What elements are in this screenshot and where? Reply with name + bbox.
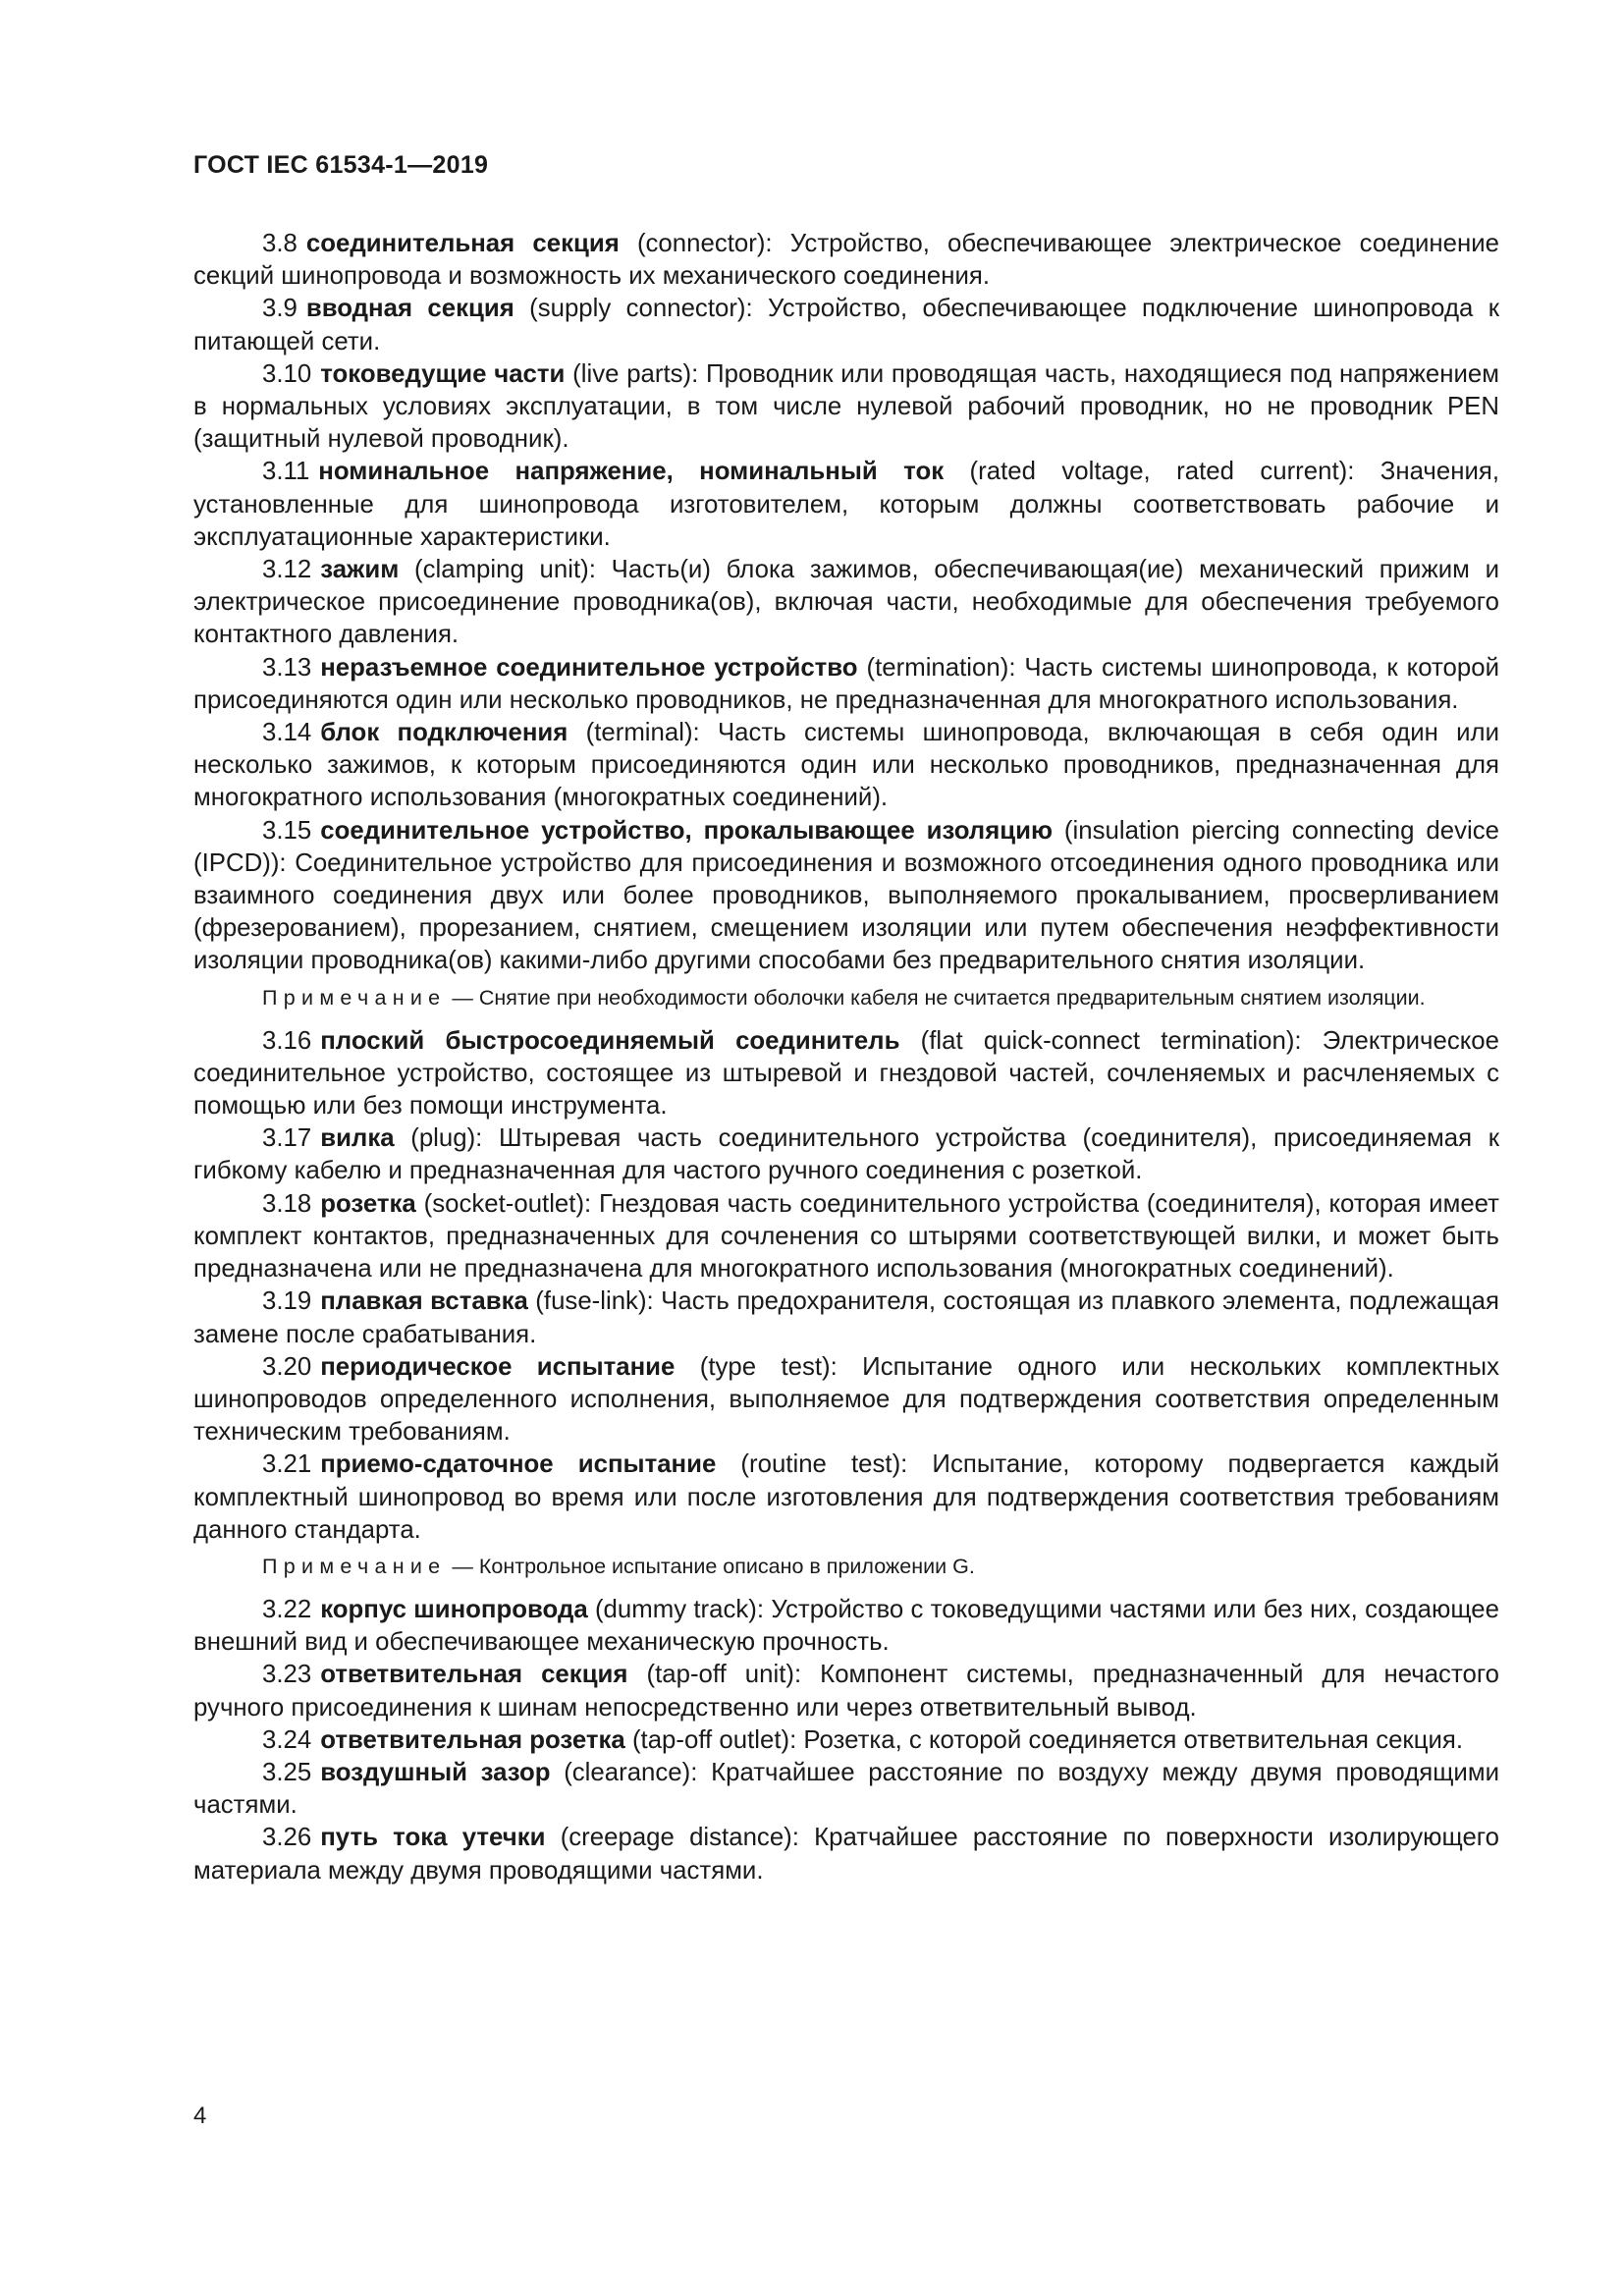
standard-designation: ГОСТ IEC 61534-1—2019 xyxy=(193,151,489,179)
term-number: 3.23 xyxy=(262,1661,312,1689)
term-definition xyxy=(193,358,1499,457)
term-definition xyxy=(193,815,1499,978)
term-definition xyxy=(193,717,1499,815)
term-number: 3.12 xyxy=(262,556,312,584)
term-text: (creepage distance): Кратчайшее расстояние по поверхности изолирующего материала между двумя проводящими частями. xyxy=(193,1824,1499,1885)
term-text: (routine test): Испытание, которому подвергается каждый комплектный шинопровод во время или после изготовления для подтверждения соответствия требованиям данного стандарта. xyxy=(193,1450,1499,1544)
term-number: 3.16 xyxy=(262,1026,312,1055)
term-name: блок подключения xyxy=(320,719,568,747)
term-name: соединительная секция xyxy=(305,230,620,257)
term-name: плавкая вставка xyxy=(320,1287,528,1316)
page-number: 4 xyxy=(193,2103,207,2129)
term-text: (flat quick-connect termination): Электрическое соединительное устройство, состоящее из штыревой и гнездовой частей, сочленяемых и расчленяемых с помощью или без помощи инструмента. xyxy=(193,1026,1499,1121)
term-name: зажим xyxy=(320,556,400,584)
term-number: 3.19 xyxy=(262,1287,312,1316)
term-text: (clamping unit): Часть(и) блока зажимов, обеспечивающая(ие) механический прижим и электрическое присоединение проводника(ов), включая части, необходимые для обеспечения требуемого контактного давления. xyxy=(193,556,1499,649)
term-number: 3.17 xyxy=(262,1124,312,1153)
term-definition xyxy=(193,1659,1499,1723)
term-number: 3.18 xyxy=(262,1189,312,1218)
term-definition xyxy=(193,554,1499,652)
term-text: (insulation piercing connecting device (IPCD)): Соединительное устройство для присоединения и возможного отсоединения одного проводника или взаимного соединения двух или более проводников, выполняемого прокалыванием, просверливанием (фрезерованием), прорезанием, снятием, смещением изоляции или путем обеспечения неэффективности изоляции проводника(ов) какими-либо другими способами без предварительного снятия изоляции. xyxy=(193,816,1499,975)
term-name: вилка xyxy=(320,1124,395,1153)
term-text: (dummy track): Устройство с токоведущими частями или без них, создающее внешний вид и обеспечивающее механическую прочность. xyxy=(193,1595,1499,1657)
term-number: 3.25 xyxy=(262,1758,312,1786)
term-name: корпус шинопровода xyxy=(320,1595,588,1623)
term-name: соединительное устройство, прокалывающее изоляцию xyxy=(320,816,1053,845)
term-definition xyxy=(193,1594,1499,1659)
term-number: 3.11 xyxy=(262,458,310,486)
term-text: (plug): Штыревая часть соединительного устройства (соединителя), присоединяемая к гибкому кабелю и предназначенная для частого ручного соединения с розеткой. xyxy=(193,1124,1499,1185)
term-number: 3.22 xyxy=(262,1595,312,1623)
term-text: (terminal): Часть системы шинопровода, включающая в себя один или несколько зажимов, к которым присоединяются один или несколько проводников, предназначенная для многократного использования (многократных соединений). xyxy=(193,719,1500,812)
term-number: 3.26 xyxy=(262,1824,312,1852)
note-label: Примечание xyxy=(262,1554,447,1578)
term-definition xyxy=(193,1757,1499,1822)
term-number: 3.21 xyxy=(262,1450,312,1479)
term-number: 3.13 xyxy=(262,653,312,682)
term-name: ответвительная секция xyxy=(320,1661,628,1689)
term-name: розетка xyxy=(320,1189,416,1218)
terms-section xyxy=(193,228,1499,1887)
term-number: 3.15 xyxy=(262,816,312,845)
term-definition xyxy=(193,1122,1499,1187)
term-definition xyxy=(193,652,1499,717)
term-text: (supply connector): Устройство, обеспечивающее подключение шинопровода к питающей сети. xyxy=(193,295,1499,355)
term-name: вводная секция xyxy=(305,295,514,323)
note-text: — Снятие при необходимости оболочки кабеля не считается предварительным снятием изоляции. xyxy=(446,985,1426,1010)
term-text: (termination): Часть системы шинопровода, к которой присоединяются один или несколько проводников, не предназначенная для многократного использования. xyxy=(193,653,1499,714)
term-definition xyxy=(193,293,1499,357)
term-number: 3.14 xyxy=(262,719,312,747)
term-name: периодическое испытание xyxy=(320,1352,676,1381)
term-text: (live parts): Проводник или проводящая часть, находящиеся под напряжением в нормальных условиях эксплуатации, в том числе нулевой рабочий проводник, но не проводник PEN (защитный нулевой проводник). xyxy=(193,359,1499,454)
note xyxy=(193,1552,1499,1582)
term-definition xyxy=(193,1285,1499,1350)
term-number: 3.8 xyxy=(262,230,298,257)
term-name: воздушный зазор xyxy=(320,1758,551,1786)
term-definition xyxy=(193,456,1499,554)
term-name: токоведущие части xyxy=(320,359,566,388)
term-text: (rated voltage, rated current): Значения, установленные для шинопровода изготовителем, которым должны соответствовать рабочие и эксплуатационные характеристики. xyxy=(193,458,1499,551)
term-text: (tap-off outlet): Розетка, с которой соединяется ответвительная секция. xyxy=(624,1725,1464,1754)
term-definition xyxy=(193,1188,1499,1286)
term-text: (fuse-link): Часть предохранителя, состоящая из плавкого элемента, подлежащая замене после срабатывания. xyxy=(193,1287,1499,1348)
term-number: 3.10 xyxy=(262,359,312,388)
term-text: (clearance): Кратчайшее расстояние по воздуху между двумя проводящими частями. xyxy=(193,1758,1499,1820)
term-number: 3.9 xyxy=(262,295,298,323)
term-name: ответвительная розетка xyxy=(320,1725,625,1754)
term-definition xyxy=(193,1025,1499,1123)
term-number: 3.24 xyxy=(262,1725,312,1754)
term-definition xyxy=(193,1449,1499,1547)
term-definition xyxy=(193,1351,1499,1449)
term-name: плоский быстросоединяемый соединитель xyxy=(320,1026,900,1055)
term-text: (socket-outlet): Гнездовая часть соединительного устройства (соединителя), которая имеет комплект контактов, предназначенных для сочленения со штырями соответствующей вилки, и может быть предназначена или не предназначена для многократного использования (многократных соединений). xyxy=(193,1189,1499,1284)
note xyxy=(193,983,1499,1013)
note-label: Примечание xyxy=(262,985,447,1010)
term-definition xyxy=(193,1822,1499,1886)
term-name: номинальное напряжение, номинальный ток xyxy=(318,458,945,486)
term-text: (type test): Испытание одного или нескольких комплектных шинопроводов определенного исполнения, выполняемое для подтверждения соответствия определенным техническим требованиям. xyxy=(193,1352,1499,1447)
term-name: неразъемное соединительное устройство xyxy=(320,653,858,682)
term-definition xyxy=(193,1724,1499,1757)
term-name: путь тока утечки xyxy=(320,1824,546,1852)
term-text: (tap-off unit): Компонент системы, предназначенный для нечастого ручного присоединения к шинам непосредственно или через ответвительный вывод. xyxy=(193,1661,1500,1722)
term-number: 3.20 xyxy=(262,1352,312,1381)
term-definition xyxy=(193,228,1499,293)
note-text: — Контрольное испытание описано в приложении G. xyxy=(446,1554,975,1578)
term-text: (connector): Устройство, обеспечивающее электрическое соединение секций шинопровода и возможность их механического соединения. xyxy=(193,230,1499,291)
term-name: приемо-сдаточное испытание xyxy=(320,1450,717,1479)
